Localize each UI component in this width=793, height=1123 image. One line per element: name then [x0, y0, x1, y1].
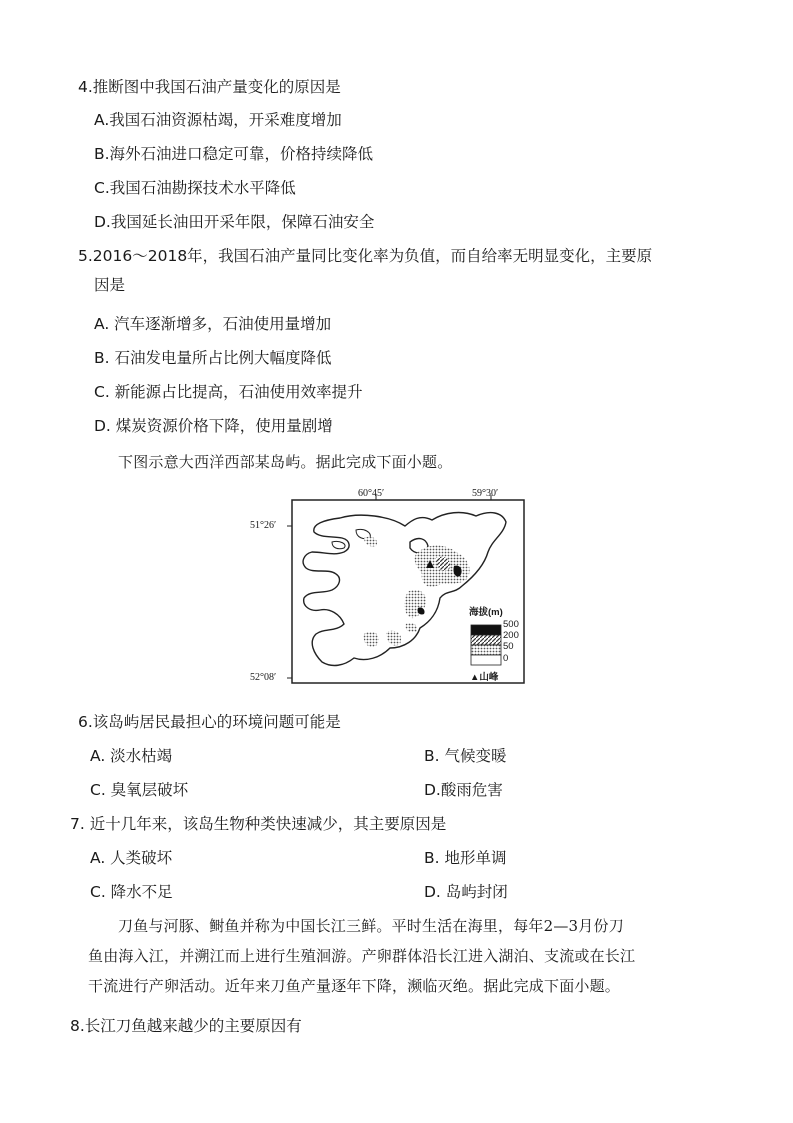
q6-option-b: B. 气候变暖	[424, 747, 507, 765]
island-map-drawing	[240, 482, 540, 692]
q4-option-c: C.我国石油勘探技术水平降低	[94, 179, 296, 197]
q7-stem: 7. 近十几年来，该岛生物种类快速减少，其主要原因是	[70, 815, 447, 833]
q5-option-c: C. 新能源占比提高，石油使用效率提升	[94, 383, 363, 401]
q5-option-b: B. 石油发电量所占比例大幅度降低	[94, 349, 332, 367]
lat-top-label: 51°26′	[250, 520, 277, 531]
lat-bottom-label: 52°08′	[250, 672, 277, 683]
legend-value-200: 200	[503, 630, 519, 641]
legend-swatch-500	[471, 625, 501, 635]
lon-right-label: 59°30′	[472, 488, 499, 499]
legend-value-50: 50	[503, 641, 514, 652]
q8-stem: 8.长江刀鱼越来越少的主要原因有	[70, 1017, 302, 1035]
q6-option-d: D.酸雨危害	[424, 781, 503, 799]
q5-stem-line2: 因是	[94, 276, 126, 294]
fish-intro-line2: 鱼由海入江，并溯江而上进行生殖洄游。产卵群体沿长江进入湖泊、支流或在长江	[88, 947, 636, 965]
legend-value-0: 0	[503, 653, 509, 664]
q7-option-d: D. 岛屿封闭	[424, 883, 508, 901]
legend-peak: ▲山峰	[470, 672, 499, 683]
q5-option-d: D. 煤炭资源价格下降，使用量剧增	[94, 417, 333, 435]
q7-option-b: B. 地形单调	[424, 849, 507, 867]
q7-option-c: C. 降水不足	[90, 883, 173, 901]
legend-swatch-50	[471, 645, 501, 655]
legend-swatch-0	[471, 655, 501, 665]
q7-option-a: A. 人类破坏	[90, 849, 173, 867]
island-map	[240, 482, 540, 692]
q4-option-a: A.我国石油资源枯竭，开采难度增加	[94, 111, 342, 129]
q5-stem-line1: 5.2016～2018年，我国石油产量同比变化率为负值，而自给率无明显变化，主要原	[78, 247, 653, 265]
fish-intro-line3: 干流进行产卵活动。近年来刀鱼产量逐年下降，濒临灭绝。据此完成下面小题。	[88, 977, 621, 995]
q6-option-c: C. 臭氧层破坏	[90, 781, 189, 799]
q4-stem: 4.推断图中我国石油产量变化的原因是	[78, 78, 341, 96]
lon-left-label: 60°45′	[358, 488, 385, 499]
legend-title: 海拔(m)	[469, 607, 503, 618]
q6-stem: 6.该岛屿居民最担心的环境问题可能是	[78, 713, 341, 731]
legend-swatch-200	[471, 635, 501, 645]
q4-option-b: B.海外石油进口稳定可靠，价格持续降低	[94, 145, 374, 163]
map-intro: 下图示意大西洋西部某岛屿。据此完成下面小题。	[118, 453, 453, 471]
q5-option-a: A. 汽车逐渐增多，石油使用量增加	[94, 315, 332, 333]
q6-option-a: A. 淡水枯竭	[90, 747, 173, 765]
q4-option-d: D.我国延长油田开采年限，保障石油安全	[94, 213, 375, 231]
fish-intro-line1: 刀鱼与河豚、鲥鱼并称为中国长江三鲜。平时生活在海里，每年2—3月份刀	[118, 917, 624, 935]
legend-value-500: 500	[503, 619, 519, 630]
